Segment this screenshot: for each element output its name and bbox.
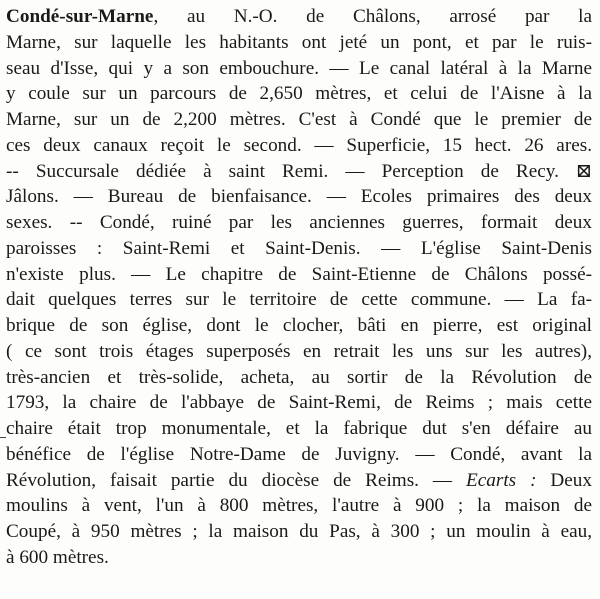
text-line: à 600 mètres. <box>6 546 109 568</box>
text-line: brique de son église, dont le clocher, bâti en pierre, est original <box>6 315 592 336</box>
text-line: y coule sur un parcours de 2,650 mètres, et celui de l'Aisne à la <box>6 83 592 105</box>
text-line: ces deux canaux reçoit le second. — Superficie, 15 hect. 26 ares. <box>6 134 592 156</box>
text-line: sexes. -- Condé, ruiné par les anciennes guerres, formait deux <box>6 212 592 233</box>
text-line: Jâlons. — Bureau de bienfaisance. — Ecoles primaires des deux <box>6 186 592 208</box>
text-line: 1793, la chaire de l'abbaye de Saint-Remi, de Reims ; mais cette <box>6 392 592 414</box>
text-line: ( ce sont trois étages superposés en retrait les uns sur les autres), <box>6 340 592 362</box>
text-line: Coupé, à 950 mètres ; la maison du Pas, à 300 ; un moulin à eau, <box>6 521 592 542</box>
text-line: Marne, sur laquelle les habitants ont jeté un pont, et par le ruis- <box>6 31 592 53</box>
text-line: Marne, sur un de 2,200 mètres. C'est à Condé que le premier de <box>6 109 592 130</box>
text-line: Condé-sur-Marne, au N.-O. de Châlons, arrosé par la <box>6 6 592 27</box>
text-line: bénéfice de l'église Notre-Dame de Juvigny. — Condé, avant la <box>6 443 592 465</box>
text-line: très-ancien et très-solide, acheta, au sortir de la Révolution de <box>6 366 592 388</box>
text-line: n'existe plus. — Le chapitre de Saint-Etienne de Châlons possé- <box>6 263 592 285</box>
text-line: Révolution, faisait partie du diocèse de Reims. — Ecarts : Deux <box>6 469 592 491</box>
text-line: -- Succursale dédiée à saint Remi. — Perception de Recy. ⊠ <box>6 160 592 182</box>
ecarts-label: Ecarts : <box>466 469 537 491</box>
text-line: moulins à vent, l'un à 800 mètres, l'autre à 900 ; la maison de <box>6 495 592 517</box>
text-line: seau d'Isse, qui y a son embouchure. — Le canal latéral à la Marne <box>6 57 592 79</box>
text-line: chaire était trop monumentale, et la fabrique dut s'en défaire au <box>6 418 592 439</box>
text-line: paroisses : Saint-Remi et Saint-Denis. — L'église Saint-Denis <box>6 237 592 259</box>
place-name: Condé-sur-Marne <box>6 6 154 27</box>
text-line: dait quelques terres sur le territoire de cette commune. — La fa- <box>6 289 592 311</box>
article-body <box>6 4 592 571</box>
